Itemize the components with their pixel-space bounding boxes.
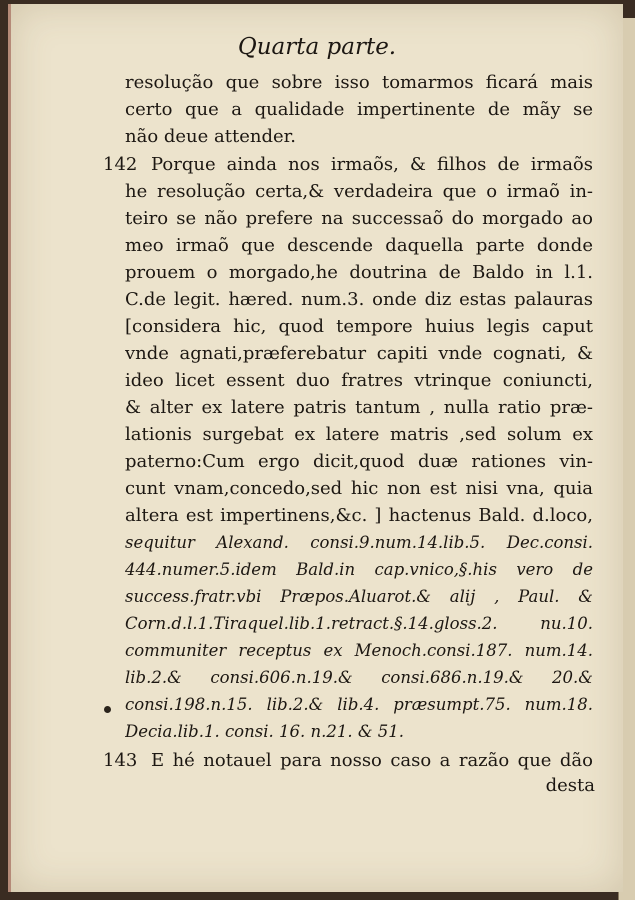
citation-line: 444.numer.5.idem Bald.in cap.vnico,§.his vero de [125,560,593,579]
text-line: resolução que sobre isso tomarmos ficará mais [125,72,593,93]
catchword: desta [545,775,595,796]
text-line: cunt vnam,concedo,sed hic non est nisi vna, quia [125,478,593,499]
ink-mark [104,706,111,713]
running-head: Quarta parte. [237,34,397,60]
citation-line: lib.2.& consi.606.n.19.& consi.686.n.19.& 20.& [125,668,593,687]
text-line: Porque ainda nos irmaõs, & filhos de irmaõs [151,154,593,175]
citation-line: Decia.lib.1. consi. 16. n.21. & 51. [125,722,404,741]
book-page [8,4,623,892]
text-line: [considera hic, quod tempore huius legis caput [125,316,593,337]
text-line: certo que a qualidade impertinente de mãy se [125,99,593,120]
paragraph-number: 143 [103,750,138,771]
text-line: paterno:Cum ergo dicit,quod duæ rationes vin- [125,451,593,472]
paragraph-number: 142 [103,154,138,175]
text-line: meo irmaõ que descende daquella parte donde [125,235,593,256]
citation-line: Corn.d.l.1.Tiraquel.lib.1.retract.§.14.gloss.2. nu.10. [125,614,593,633]
text-line: lationis surgebat ex latere matris ,sed solum ex [125,424,593,445]
text-line: E hé notauel para nosso caso a razão que dão [151,750,593,771]
citation-line: consi.198.n.15. lib.2.& lib.4. præsumpt.75. num.18. [125,695,593,714]
text-line: teiro se não prefere na successaõ do morgado ao [125,208,593,229]
text-line: & alter ex latere patris tantum , nulla ratio præ- [125,397,593,418]
text-line: prouem o morgado,he doutrina de Baldo in l.1. [125,262,593,283]
text-line: vnde agnati,præferebatur capiti vnde cognati, & [125,343,593,364]
citation-line: sequitur Alexand. consi.9.num.14.lib.5. Dec.consi. [125,533,593,552]
citation-line: communiter receptus ex Menoch.consi.187. num.14. [125,641,593,660]
citation-line: success.fratr.vbi Præpos.Aluarot.& alij , Paul. & [125,587,593,606]
text-line: altera est impertinens,&c. ] hactenus Bald. d.loco, [125,505,593,526]
text-line: he resolução certa,& verdadeira que o irmaõ in- [125,181,593,202]
text-line: ideo licet essent duo fratres vtrinque coniuncti, [125,370,593,391]
text-line: não deue attender. [125,126,296,147]
text-line: C.de legit. hæred. num.3. onde diz estas palauras [125,289,593,310]
